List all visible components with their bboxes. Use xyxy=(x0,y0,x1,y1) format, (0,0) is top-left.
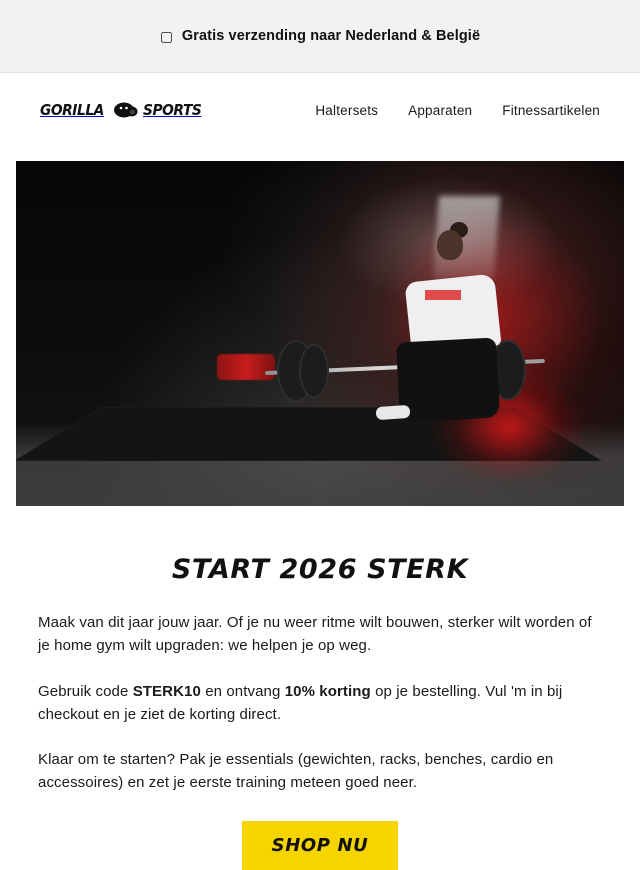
promo-discount: 10% korting xyxy=(284,682,371,700)
nav-item-apparaten[interactable]: Apparaten xyxy=(408,102,473,118)
logo-text-left: GORILLA xyxy=(40,101,104,119)
nav-item-fitnessartikelen[interactable]: Fitnessartikelen xyxy=(502,102,600,118)
main-nav xyxy=(315,103,600,118)
promo-text-part-3: op je bestelling. Vul 'm in bij checkout en je ziet de korting direct. xyxy=(38,682,563,723)
promo-text-part-1: Gebruik code xyxy=(38,682,133,700)
main-content xyxy=(0,506,640,870)
site-header xyxy=(0,73,640,147)
hero-weight-plate xyxy=(299,344,329,398)
truck-icon: ▢ xyxy=(159,28,174,44)
announcement-content xyxy=(160,28,480,44)
athlete-legs xyxy=(396,337,500,422)
announcement-bar xyxy=(0,0,640,73)
logo[interactable] xyxy=(40,101,207,119)
athlete-shoe xyxy=(376,405,411,420)
hero-dumbbell xyxy=(217,354,275,380)
hero-image xyxy=(16,161,624,506)
intro-paragraph: Maak van dit jaar jouw jaar. Of je nu weer ritme wilt bouwen, sterker wilt worden of je home gym wilt upgraden: we helpen je op weg. xyxy=(38,614,592,655)
promo-text-part-2: en ontvang xyxy=(200,682,285,700)
announcement-text: Gratis verzending naar Nederland & België xyxy=(181,28,481,44)
nav-item-haltersets[interactable]: Haltersets xyxy=(315,102,379,118)
promo-paragraph xyxy=(38,680,602,727)
promo-code: STERK10 xyxy=(132,682,201,700)
athlete-shirt-logo xyxy=(425,290,461,300)
essentials-paragraph: Klaar om te starten? Pak je essentials (gewichten, racks, benches, cardio en accessoires) en zet je eerste training meteen goed neer. xyxy=(38,751,554,792)
logo-text-right: SPORTS xyxy=(143,101,202,119)
gorilla-icon xyxy=(113,101,139,119)
athlete-head xyxy=(437,230,463,260)
cta-container xyxy=(38,817,602,870)
hero-athlete xyxy=(393,230,515,430)
shop-now-button[interactable]: SHOP NU xyxy=(242,821,398,870)
page-title: START 2026 STERK xyxy=(171,554,469,585)
